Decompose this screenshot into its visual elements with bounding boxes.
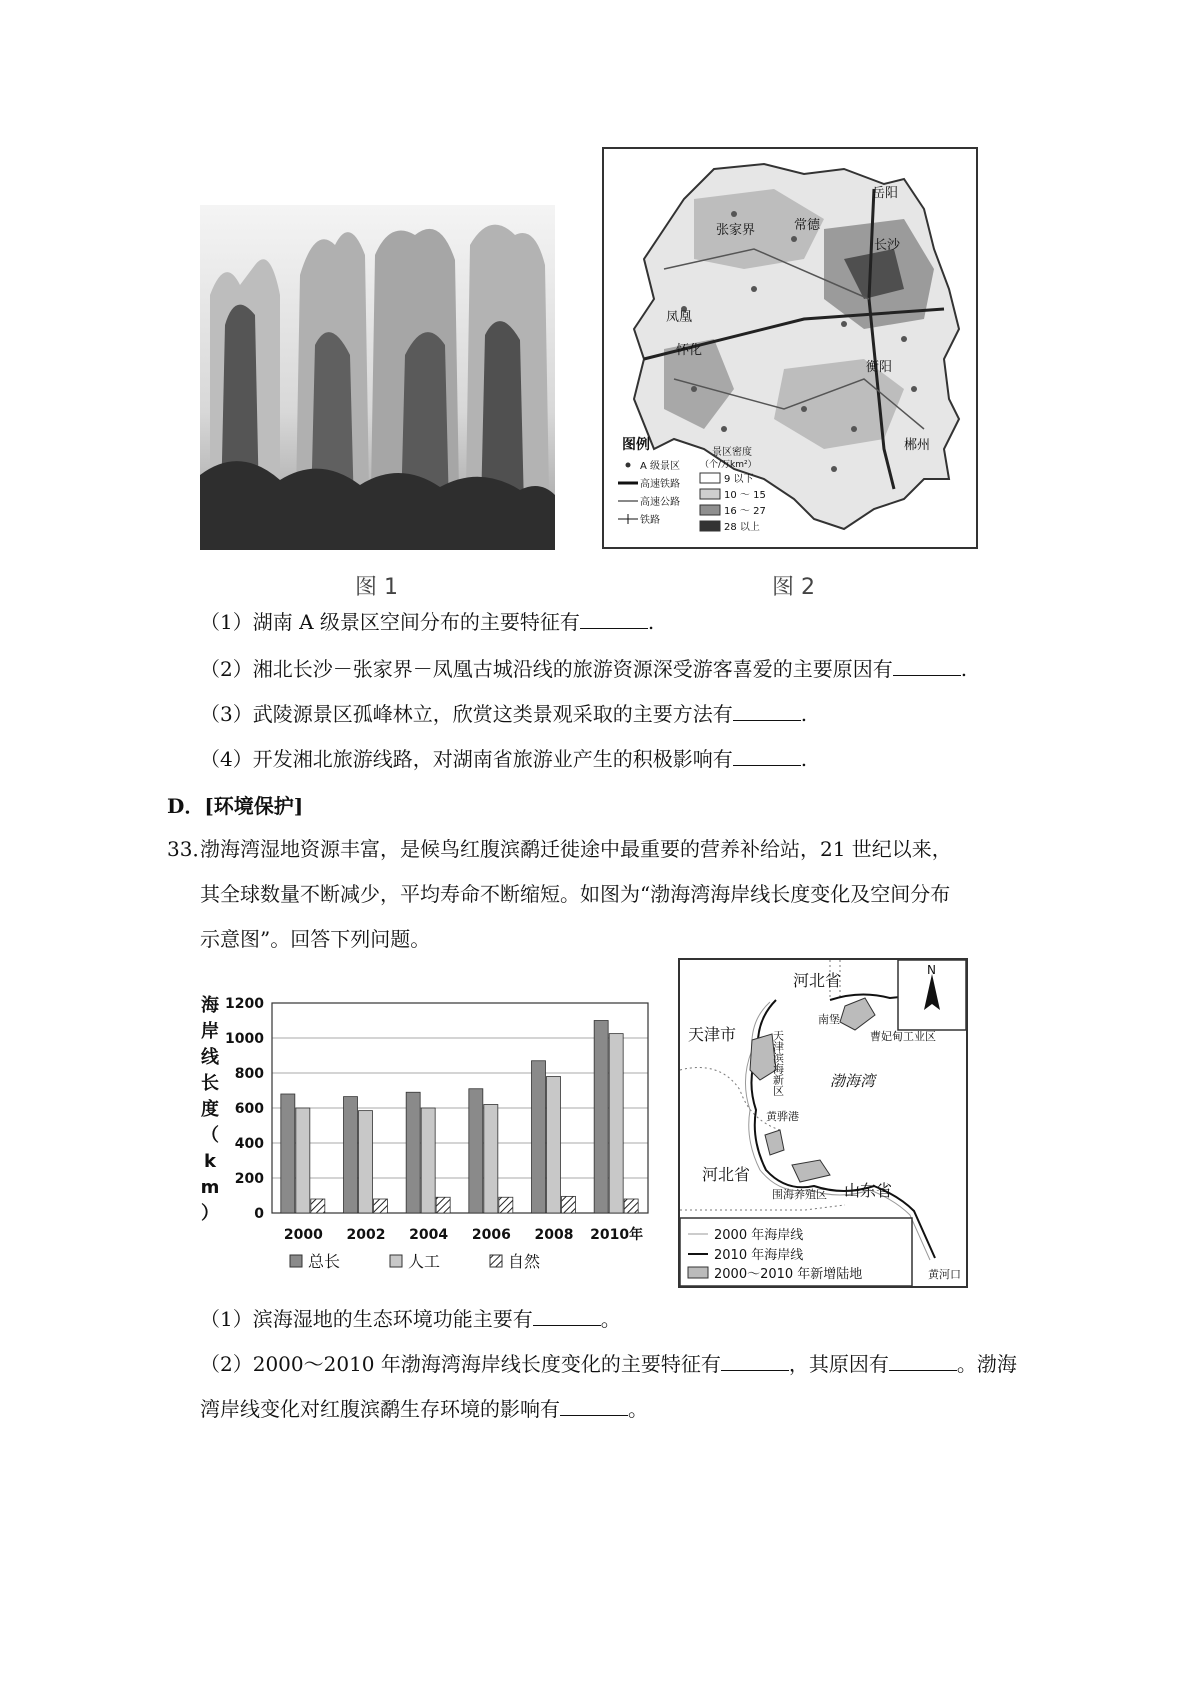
question-33-2-line-2: 湾岸线变化对红腹滨鹬生存环境的影响有 。 <box>200 1397 648 1421</box>
question-1-3: （3）武陵源景区孤峰林立，欣赏这类景观采取的主要方法有 . <box>200 702 808 726</box>
map-label: 天津滨海新区 <box>771 1030 785 1096</box>
question-33-line-2: 其全球数量不断减少，平均寿命不断缩短。如图为“渤海湾海岸线长度变化及空间分布 <box>200 882 951 906</box>
y-axis-label-char: 线 <box>201 1047 219 1068</box>
map-legend-item: A 级景区 <box>640 461 681 472</box>
bar-人工 <box>296 1108 310 1213</box>
legend-label: 人工 <box>408 1252 441 1271</box>
map-density-class: 9 以下 <box>724 474 754 485</box>
map-label: 河北省 <box>793 971 842 990</box>
map-label: 曹妃甸工业区 <box>870 1030 936 1043</box>
map-density-title: 景区密度 <box>712 447 752 458</box>
figure-2-map <box>602 147 978 549</box>
map-label: 黄河口 <box>928 1268 961 1281</box>
map-label: 渤海湾 <box>830 1072 876 1090</box>
figure-2-caption: 图 2 <box>772 575 815 600</box>
bar-人工 <box>547 1077 561 1214</box>
y-tick-label: 200 <box>234 1171 264 1187</box>
hunan-map-svg <box>604 149 976 547</box>
figure-1-caption: 图 1 <box>355 575 398 600</box>
bar-总长 <box>469 1089 483 1213</box>
map-city-label: 怀化 <box>676 343 703 358</box>
map-label: 围海养殖区 <box>772 1188 827 1201</box>
map-legend-title: 图例 <box>622 437 650 453</box>
map-density-class: 16 ～ 27 <box>724 506 766 517</box>
y-axis-label-char: （ <box>201 1125 219 1146</box>
bohai-bay-map <box>678 958 968 1288</box>
bar-自然 <box>499 1197 513 1213</box>
map-density-unit: （个/万km²） <box>700 460 757 470</box>
y-tick-label: 1200 <box>225 996 264 1012</box>
x-tick-label: 2004 <box>409 1227 449 1243</box>
map-city-label: 张家界 <box>716 223 756 238</box>
answer-blank[interactable] <box>533 1307 601 1326</box>
answer-blank[interactable] <box>733 702 801 721</box>
answer-blank[interactable] <box>889 1352 957 1371</box>
question-1-4: （4）开发湘北旅游线路，对湖南省旅游业产生的积极影响有 . <box>200 747 808 771</box>
map-label: 南堡 <box>818 1013 840 1026</box>
x-tick-label: 2010年 <box>590 1227 644 1243</box>
x-tick-label: 2000 <box>283 1227 323 1243</box>
map-legend-item: 2010 年海岸线 <box>714 1248 804 1263</box>
y-axis-label-char: ） <box>201 1203 219 1224</box>
bohai-map-svg <box>680 960 966 1286</box>
y-axis-label-char: k <box>204 1151 216 1172</box>
y-axis-label-char: m <box>200 1177 220 1198</box>
bar-自然 <box>311 1199 325 1213</box>
map-city-label: 长沙 <box>874 238 901 253</box>
map-density-class: 10 ～ 15 <box>724 490 766 501</box>
bar-自然 <box>436 1197 450 1213</box>
y-tick-label: 0 <box>254 1206 264 1222</box>
bar-总长 <box>532 1061 546 1213</box>
map-label: 山东省 <box>844 1181 893 1200</box>
y-axis-label-char: 长 <box>201 1073 219 1094</box>
map-label: 黄骅港 <box>766 1110 799 1123</box>
bar-自然 <box>374 1199 388 1213</box>
bar-人工 <box>359 1111 373 1213</box>
map-legend-item: 2000 年海岸线 <box>714 1228 804 1243</box>
section-heading: D．[环境保护] <box>167 794 304 818</box>
y-axis-label <box>201 994 220 1224</box>
legend-label: 总长 <box>308 1252 341 1271</box>
map-label: 河北省 <box>702 1165 751 1184</box>
bar-人工 <box>609 1034 623 1213</box>
figure-1-photo <box>200 205 555 550</box>
map-density-class: 28 以上 <box>724 522 760 533</box>
answer-blank[interactable] <box>580 610 648 629</box>
bar-人工 <box>421 1108 435 1213</box>
map-legend-item: 高速铁路 <box>640 479 680 490</box>
y-axis-label-char: 岸 <box>201 1021 219 1042</box>
bar-总长 <box>281 1094 295 1213</box>
question-33-line-3: 示意图”。回答下列问题。 <box>200 927 431 951</box>
karst-peaks-image <box>200 205 555 550</box>
coastline-chart <box>190 985 660 1290</box>
legend-swatch <box>290 1255 302 1267</box>
y-axis-label-char: 度 <box>201 1099 219 1120</box>
map-legend-item: 铁路 <box>640 515 660 526</box>
legend-swatch <box>390 1255 402 1267</box>
answer-blank[interactable] <box>560 1397 628 1416</box>
y-tick-label: 400 <box>234 1136 264 1152</box>
map-legend-item: 高速公路 <box>640 497 680 508</box>
answer-blank[interactable] <box>893 657 961 676</box>
bar-总长 <box>594 1021 608 1214</box>
map-city-label: 岳阳 <box>872 186 899 201</box>
answer-blank[interactable] <box>721 1352 789 1371</box>
question-33-2-line-1: （2）2000～2010 年渤海湾海岸线长度变化的主要特征有 ，其原因有 。渤海 <box>200 1352 1017 1376</box>
bar-总长 <box>344 1097 358 1213</box>
north-arrow-label: N <box>927 963 936 977</box>
question-33-number: 33． <box>167 837 213 861</box>
map-city-label: 常德 <box>794 218 821 233</box>
coastline-bar-chart <box>190 985 660 1290</box>
question-33-line-1: 渤海湾湿地资源丰富，是候鸟红腹滨鹬迁徙途中最重要的营养补给站，21 世纪以来， <box>200 837 952 861</box>
y-axis-label-char: 海 <box>201 995 219 1016</box>
question-1-2: （2）湘北长沙－张家界－凤凰古城沿线的旅游资源深受游客喜爱的主要原因有 . <box>200 657 968 681</box>
bar-自然 <box>562 1196 576 1213</box>
y-tick-label: 800 <box>234 1066 264 1082</box>
map-city-label: 凤凰 <box>666 310 693 325</box>
bar-人工 <box>484 1105 498 1214</box>
bar-自然 <box>624 1199 638 1213</box>
map-legend-item: 2000～2010 年新增陆地 <box>714 1267 863 1282</box>
map-label: 天津市 <box>688 1025 737 1044</box>
x-tick-label: 2006 <box>471 1227 511 1243</box>
map-city-label: 衡阳 <box>866 360 893 375</box>
question-33-1: （1）滨海湿地的生态环境功能主要有 。 <box>200 1307 621 1331</box>
question-1-1: （1）湖南 A 级景区空间分布的主要特征有 . <box>200 610 655 634</box>
y-tick-label: 600 <box>234 1101 264 1117</box>
answer-blank[interactable] <box>733 747 801 766</box>
bar-总长 <box>406 1092 420 1213</box>
x-tick-label: 2008 <box>534 1227 574 1243</box>
legend-label: 自然 <box>508 1252 541 1271</box>
map-city-label: 郴州 <box>904 438 931 453</box>
x-tick-label: 2002 <box>346 1227 386 1243</box>
y-tick-label: 1000 <box>225 1031 264 1047</box>
legend-swatch <box>490 1255 502 1267</box>
